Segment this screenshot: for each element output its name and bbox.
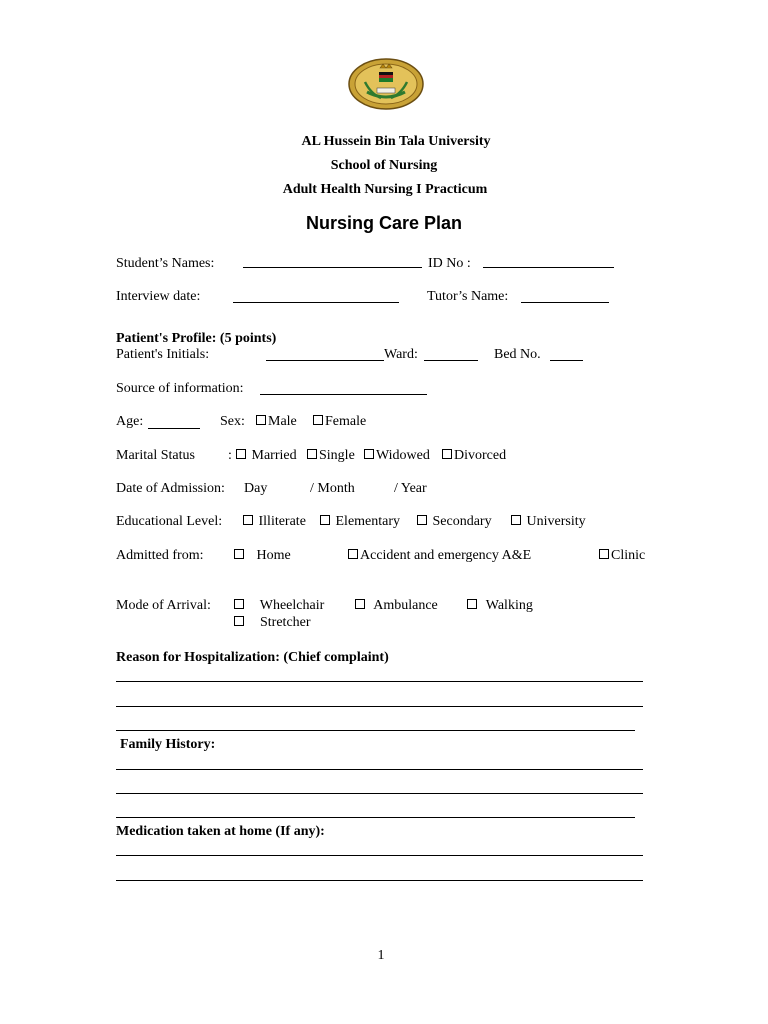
- university-logo: [347, 58, 425, 110]
- ward-line[interactable]: [424, 360, 478, 361]
- sex-option-female[interactable]: [313, 414, 366, 430]
- option-label: Walking: [485, 598, 533, 613]
- family-history-heading: Family History:: [120, 737, 216, 752]
- option-label: Widowed: [376, 448, 430, 463]
- family-line-3[interactable]: [116, 817, 635, 818]
- student-names-label: Student’s Names:: [116, 256, 215, 271]
- family-line-1[interactable]: [116, 769, 643, 770]
- education-option-illiterate[interactable]: [243, 514, 306, 530]
- checkbox[interactable]: [243, 515, 253, 525]
- checkbox[interactable]: [442, 449, 452, 459]
- option-label: Female: [325, 414, 367, 429]
- admitted-option-ae[interactable]: [348, 548, 531, 564]
- admission-month: / Month: [310, 481, 355, 496]
- checkbox[interactable]: [511, 515, 521, 525]
- student-names-line[interactable]: [243, 267, 422, 268]
- bed-no-line[interactable]: [550, 360, 583, 361]
- option-label: Male: [268, 414, 297, 429]
- admission-year: / Year: [394, 481, 427, 496]
- source-info-line[interactable]: [260, 394, 427, 395]
- checkbox[interactable]: [307, 449, 317, 459]
- interview-date-line[interactable]: [233, 302, 399, 303]
- checkbox[interactable]: [234, 616, 244, 626]
- tutor-name-line[interactable]: [521, 302, 609, 303]
- option-label: Divorced: [454, 448, 507, 463]
- sex-label: Sex:: [220, 414, 245, 429]
- reason-heading: Reason for Hospitalization: (Chief complaint): [116, 650, 389, 665]
- id-no-line[interactable]: [483, 267, 614, 268]
- option-label: Married: [251, 448, 297, 463]
- source-info-label: Source of information:: [116, 381, 244, 396]
- admission-date-label: Date of Admission:: [116, 481, 225, 496]
- family-line-2[interactable]: [116, 793, 643, 794]
- checkbox[interactable]: [364, 449, 374, 459]
- arrival-option-stretcher[interactable]: [234, 615, 311, 631]
- checkbox[interactable]: [234, 549, 244, 559]
- option-label: Clinic: [611, 548, 646, 563]
- checkbox[interactable]: [355, 599, 365, 609]
- checkbox[interactable]: [313, 415, 323, 425]
- option-label: University: [526, 514, 586, 529]
- checkbox[interactable]: [320, 515, 330, 525]
- arrival-option-ambulance[interactable]: [355, 598, 438, 614]
- ward-label: Ward:: [384, 347, 418, 362]
- option-label: Wheelchair: [259, 598, 325, 613]
- education-option-university[interactable]: [511, 514, 586, 530]
- page-number: 1: [377, 948, 385, 963]
- arrival-option-wheelchair[interactable]: [234, 598, 324, 614]
- sex-option-male[interactable]: [256, 414, 297, 430]
- education-option-elementary[interactable]: [320, 514, 400, 530]
- admitted-option-clinic[interactable]: [599, 548, 645, 564]
- option-label: Stretcher: [260, 615, 311, 630]
- marital-status-label: Marital Status: [116, 448, 195, 463]
- option-label: Secondary: [432, 514, 492, 529]
- medication-line-1[interactable]: [116, 855, 643, 856]
- age-line[interactable]: [148, 428, 200, 429]
- option-label: Illiterate: [258, 514, 306, 529]
- option-label: Ambulance: [373, 598, 438, 613]
- checkbox[interactable]: [467, 599, 477, 609]
- marital-colon: :: [228, 448, 232, 463]
- checkbox[interactable]: [234, 599, 244, 609]
- admitted-option-home[interactable]: [234, 548, 291, 564]
- patient-initials-line[interactable]: [266, 360, 384, 361]
- id-no-label: ID No :: [428, 256, 471, 271]
- university-name: AL Hussein Bin Tala University: [301, 134, 491, 149]
- admitted-from-label: Admitted from:: [116, 548, 204, 563]
- education-option-secondary[interactable]: [417, 514, 492, 530]
- option-label: Accident and emergency A&E: [360, 548, 532, 563]
- tutor-name-label: Tutor’s Name:: [427, 289, 509, 304]
- bed-no-label: Bed No.: [494, 347, 541, 362]
- school-name: School of Nursing: [330, 158, 438, 173]
- age-label: Age:: [116, 414, 144, 429]
- patient-initials-label: Patient's Initials:: [116, 347, 210, 362]
- option-label: Home: [256, 548, 291, 563]
- admission-day: Day: [244, 481, 268, 496]
- marital-option-single[interactable]: [307, 448, 355, 464]
- course-name: Adult Health Nursing I Practicum: [282, 182, 488, 197]
- checkbox[interactable]: [417, 515, 427, 525]
- education-level-label: Educational Level:: [116, 514, 223, 529]
- medication-heading: Medication taken at home (If any):: [116, 824, 325, 839]
- interview-date-label: Interview date:: [116, 289, 201, 304]
- marital-option-widowed[interactable]: [364, 448, 430, 464]
- marital-option-married[interactable]: [236, 448, 297, 464]
- checkbox[interactable]: [256, 415, 266, 425]
- patient-profile-heading: Patient's Profile: (5 points): [116, 331, 277, 346]
- medication-line-2[interactable]: [116, 880, 643, 881]
- marital-option-divorced[interactable]: [442, 448, 506, 464]
- arrival-option-walking[interactable]: [467, 598, 533, 614]
- reason-line-1[interactable]: [116, 681, 643, 682]
- document-title: Nursing Care Plan: [305, 213, 463, 233]
- checkbox[interactable]: [236, 449, 246, 459]
- option-label: Elementary: [335, 514, 401, 529]
- reason-line-2[interactable]: [116, 706, 643, 707]
- reason-line-3[interactable]: [116, 730, 635, 731]
- option-label: Single: [319, 448, 355, 463]
- checkbox[interactable]: [599, 549, 609, 559]
- arrival-mode-label: Mode of Arrival:: [116, 598, 211, 613]
- checkbox[interactable]: [348, 549, 358, 559]
